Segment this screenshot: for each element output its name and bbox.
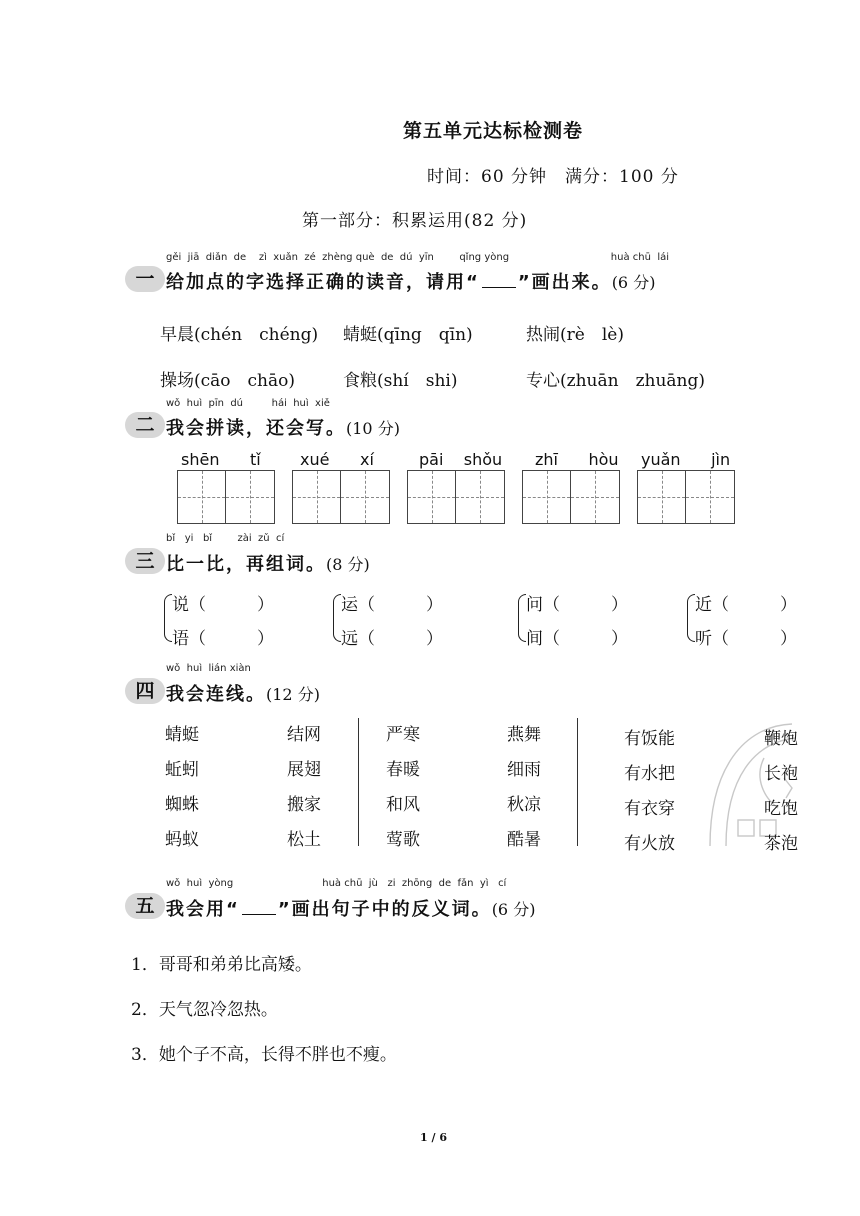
writing-grid[interactable] bbox=[407, 470, 505, 524]
q4-column-5 bbox=[624, 722, 675, 862]
pinyin: què bbox=[355, 252, 375, 263]
writing-cell[interactable] bbox=[638, 471, 686, 523]
pinyin: hái bbox=[271, 398, 287, 409]
q3-word-blank: 说（ ） bbox=[172, 595, 274, 615]
q2-stem-text: 我会拼读，还会写。 bbox=[166, 418, 346, 439]
part-heading: 第一部分：积累运用(82 分) bbox=[302, 211, 528, 231]
q4-pinyin bbox=[166, 663, 251, 674]
match-word[interactable]: 蚯蚓 bbox=[165, 760, 199, 780]
pinyin: de bbox=[233, 252, 247, 263]
match-word[interactable]: 细雨 bbox=[507, 760, 541, 780]
pinyin: zhèng bbox=[322, 252, 353, 263]
pinyin: zi bbox=[387, 878, 396, 889]
blank-underline bbox=[242, 900, 276, 915]
q4-column-6 bbox=[764, 722, 798, 862]
match-word[interactable]: 燕舞 bbox=[507, 725, 541, 745]
writing-cell[interactable] bbox=[686, 471, 734, 523]
match-word[interactable]: 蚂蚁 bbox=[165, 830, 199, 850]
pinyin: wǒ bbox=[166, 398, 181, 409]
pinyin: yòng bbox=[208, 878, 234, 889]
q2-pinyin bbox=[166, 398, 330, 409]
pinyin: yì bbox=[479, 878, 489, 889]
match-word[interactable]: 蜘蛛 bbox=[165, 795, 199, 815]
pinyin-word: hòu bbox=[588, 450, 619, 469]
writing-cell[interactable] bbox=[523, 471, 571, 523]
pinyin: lái bbox=[657, 252, 670, 263]
q2-pinyin-pair bbox=[419, 450, 502, 469]
writing-cell[interactable] bbox=[226, 471, 274, 523]
pinyin: xuǎn bbox=[273, 252, 298, 263]
pinyin: huà bbox=[322, 878, 342, 889]
q1-item: 操场(cāo chāo) bbox=[160, 371, 295, 391]
writing-cell[interactable] bbox=[178, 471, 226, 523]
q1-item: 食粮(shí shi) bbox=[343, 371, 458, 391]
q4-points: (12 分) bbox=[266, 685, 320, 704]
q5-number-badge: 五 bbox=[125, 893, 165, 919]
pinyin: dú bbox=[399, 252, 413, 263]
q5-pinyin bbox=[166, 878, 506, 889]
q5-stem-text-end: ”画出句子中的反义词。 bbox=[277, 899, 492, 920]
q4-number-badge: 四 bbox=[125, 678, 165, 704]
page-number: 1 / 6 bbox=[420, 1131, 447, 1144]
pinyin: lián bbox=[208, 663, 227, 674]
pinyin: zé bbox=[304, 252, 316, 263]
pinyin: fǎn bbox=[457, 878, 474, 889]
writing-cell[interactable] bbox=[341, 471, 389, 523]
column-divider bbox=[577, 718, 578, 846]
q3-stem bbox=[166, 550, 370, 576]
q2-points: (10 分) bbox=[346, 419, 400, 438]
q1-stem-text: 给加点的字选择正确的读音，请用“ bbox=[166, 272, 480, 293]
pinyin: zài bbox=[237, 533, 252, 544]
writing-grid[interactable] bbox=[637, 470, 735, 524]
writing-grid[interactable] bbox=[522, 470, 620, 524]
q3-word-blank: 间（ ） bbox=[526, 629, 628, 649]
pinyin-word: jìn bbox=[711, 450, 731, 469]
match-word[interactable]: 春暖 bbox=[386, 760, 420, 780]
time-score-info: 时间：60 分钟 满分：100 分 bbox=[427, 167, 679, 187]
q1-points: (6 分) bbox=[611, 273, 656, 292]
match-word[interactable]: 展翅 bbox=[287, 760, 321, 780]
pinyin: zhōng bbox=[401, 878, 433, 889]
pinyin: de bbox=[380, 252, 394, 263]
q5-stem-text: 我会用“ bbox=[166, 899, 240, 920]
writing-grid[interactable] bbox=[292, 470, 390, 524]
match-word[interactable]: 有火放 bbox=[624, 834, 675, 854]
q3-word-blank: 远（ ） bbox=[341, 629, 443, 649]
q1-item: 蜻蜓(qīng qīn) bbox=[343, 325, 473, 345]
pinyin-word: xí bbox=[359, 450, 374, 469]
match-word[interactable]: 长袍 bbox=[764, 764, 798, 784]
q1-item: 早晨(chén chéng) bbox=[160, 325, 319, 345]
q1-pinyin bbox=[166, 252, 669, 263]
q4-column-1 bbox=[165, 718, 199, 858]
pinyin: chū bbox=[344, 878, 363, 889]
q5-sentence[interactable]: 3．她个子不高，长得不胖也不瘦。 bbox=[131, 1045, 397, 1065]
pinyin-word: shēn bbox=[181, 450, 220, 469]
pinyin: bǐ bbox=[202, 533, 213, 544]
q3-pinyin bbox=[166, 533, 284, 544]
pinyin: yi bbox=[184, 533, 194, 544]
brace bbox=[687, 594, 695, 642]
q5-sentence[interactable]: 1．哥哥和弟弟比高矮。 bbox=[131, 955, 312, 975]
match-word[interactable]: 有水把 bbox=[624, 764, 675, 784]
q5-points: (6 分) bbox=[491, 900, 536, 919]
pinyin: bǐ bbox=[166, 533, 176, 544]
pinyin: pīn bbox=[208, 398, 224, 409]
pinyin: jù bbox=[368, 878, 378, 889]
pinyin: dú bbox=[230, 398, 243, 409]
pinyin: huì bbox=[186, 398, 203, 409]
pinyin: zǔ bbox=[258, 533, 270, 544]
pinyin: xiě bbox=[315, 398, 330, 409]
match-word[interactable]: 松土 bbox=[287, 830, 321, 850]
q3-word-blank: 近（ ） bbox=[695, 595, 797, 615]
q4-stem-text: 我会连线。 bbox=[166, 684, 266, 705]
match-word[interactable]: 吃饱 bbox=[764, 799, 798, 819]
q3-word-blank: 语（ ） bbox=[172, 629, 274, 649]
page-title: 第五单元达标检测卷 bbox=[403, 120, 584, 142]
q2-number-badge: 二 bbox=[125, 412, 165, 438]
pinyin: yīn bbox=[418, 252, 434, 263]
q4-column-3 bbox=[386, 718, 420, 858]
pinyin: de bbox=[438, 878, 452, 889]
pinyin: xiàn bbox=[229, 663, 251, 674]
match-word[interactable]: 莺歌 bbox=[386, 830, 420, 850]
writing-grid[interactable] bbox=[177, 470, 275, 524]
brace bbox=[333, 594, 341, 642]
q3-points: (8 分) bbox=[326, 555, 370, 574]
q4-column-4 bbox=[507, 718, 541, 858]
match-word[interactable]: 搬家 bbox=[287, 795, 321, 815]
pinyin: cí bbox=[498, 878, 507, 889]
q1-item: 专心(zhuān zhuāng) bbox=[526, 371, 706, 391]
pinyin: huì bbox=[186, 663, 203, 674]
q2-pinyin-pair bbox=[535, 450, 619, 469]
match-word[interactable]: 酷暑 bbox=[507, 830, 541, 850]
q4-column-2 bbox=[287, 718, 321, 858]
pinyin-word: zhī bbox=[535, 450, 558, 469]
brace bbox=[164, 594, 172, 642]
pinyin: diǎn bbox=[205, 252, 228, 263]
pinyin: huì bbox=[293, 398, 309, 409]
writing-cell[interactable] bbox=[293, 471, 341, 523]
blank-underline bbox=[482, 273, 516, 288]
q3-word-blank: 问（ ） bbox=[526, 595, 628, 615]
match-word[interactable]: 蜻蜓 bbox=[165, 725, 199, 745]
q3-word-blank: 听（ ） bbox=[695, 629, 797, 649]
match-word[interactable]: 和风 bbox=[386, 795, 420, 815]
q2-pinyin-pair bbox=[641, 450, 730, 469]
q3-word-blank: 运（ ） bbox=[341, 595, 443, 615]
pinyin-word: xué bbox=[300, 450, 330, 469]
writing-cell[interactable] bbox=[571, 471, 619, 523]
q3-stem-text: 比一比，再组词。 bbox=[166, 554, 326, 575]
match-word[interactable]: 结网 bbox=[287, 725, 321, 745]
brace bbox=[518, 594, 526, 642]
q1-stem-text-end: ”画出来。 bbox=[517, 272, 612, 293]
q1-stem bbox=[166, 268, 655, 294]
pinyin: qǐng bbox=[459, 252, 482, 263]
pinyin: gěi bbox=[166, 252, 182, 263]
q2-stem bbox=[166, 414, 400, 440]
pinyin: zì bbox=[258, 252, 267, 263]
pinyin: wǒ bbox=[166, 878, 181, 889]
pinyin-word: yuǎn bbox=[641, 450, 681, 469]
match-word[interactable]: 茶泡 bbox=[764, 834, 798, 854]
pinyin-word: pāi bbox=[419, 450, 444, 469]
pinyin-word: tǐ bbox=[249, 450, 261, 469]
q3-number-badge: 三 bbox=[125, 548, 165, 574]
q5-sentence[interactable]: 2．天气忽冷忽热。 bbox=[131, 1000, 278, 1020]
match-word[interactable]: 鞭炮 bbox=[764, 729, 798, 749]
column-divider bbox=[358, 718, 359, 846]
pinyin-word: shǒu bbox=[463, 450, 503, 469]
q1-item: 热闹(rè lè) bbox=[526, 325, 624, 345]
match-word[interactable]: 严寒 bbox=[386, 725, 420, 745]
pinyin: wǒ bbox=[166, 663, 181, 674]
match-word[interactable]: 有饭能 bbox=[624, 729, 675, 749]
match-word[interactable]: 秋凉 bbox=[507, 795, 541, 815]
writing-cell[interactable] bbox=[408, 471, 456, 523]
q1-number-badge: 一 bbox=[125, 266, 165, 292]
q2-pinyin-pair bbox=[181, 450, 261, 469]
pinyin: huì bbox=[186, 878, 203, 889]
q5-stem bbox=[166, 895, 535, 921]
pinyin: chū bbox=[632, 252, 651, 263]
pinyin: yòng bbox=[484, 252, 510, 263]
q4-stem bbox=[166, 680, 320, 706]
pinyin: cí bbox=[275, 533, 285, 544]
q2-pinyin-pair bbox=[300, 450, 374, 469]
match-word[interactable]: 有衣穿 bbox=[624, 799, 675, 819]
pinyin: jiā bbox=[187, 252, 200, 263]
pinyin: huà bbox=[610, 252, 630, 263]
writing-cell[interactable] bbox=[456, 471, 504, 523]
